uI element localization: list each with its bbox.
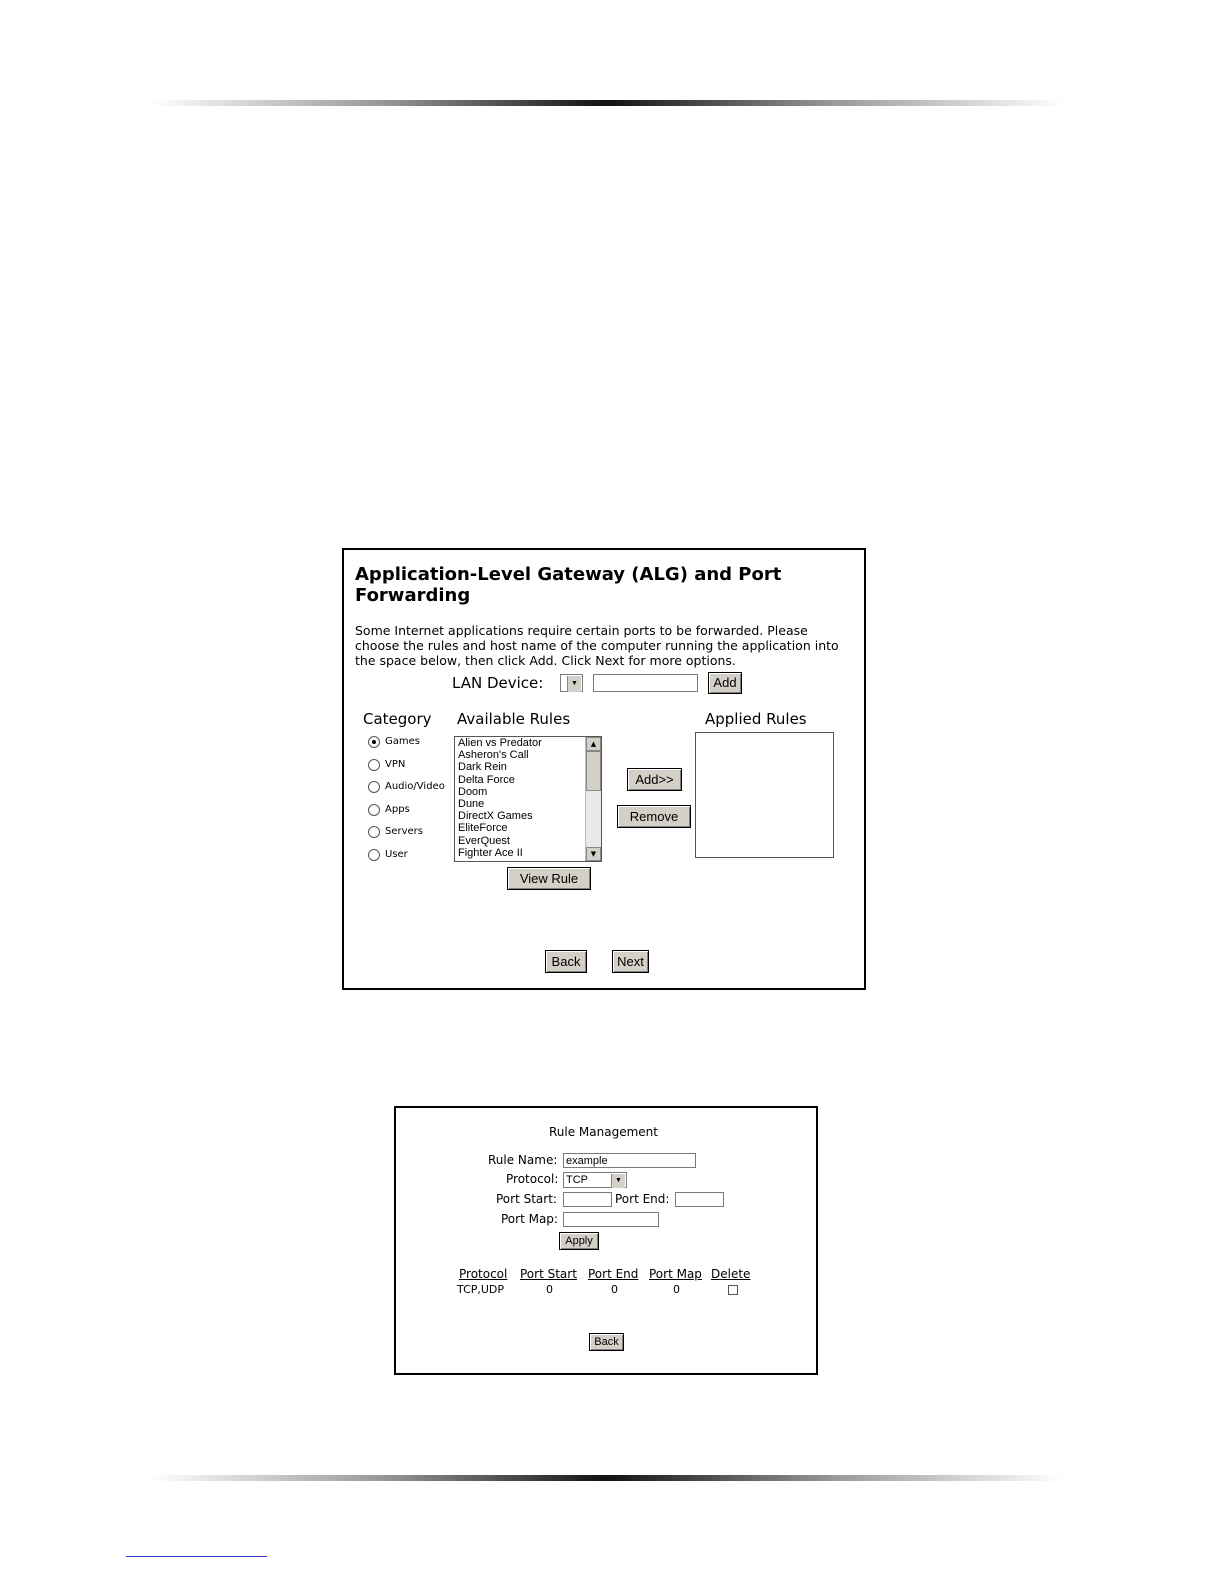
description-text: Some Internet applications require certain ports to be forwarded. Please choose the rules and host name of the computer running the application into the space below, then click Add. Click Next for more options. — [355, 623, 839, 668]
add-rule-button[interactable]: Add>> — [627, 768, 682, 791]
scroll-up-icon[interactable]: ▲ — [586, 737, 601, 751]
list-item[interactable]: DirectX Games — [458, 810, 533, 823]
scroll-thumb[interactable] — [586, 751, 601, 791]
back-button[interactable]: Back — [589, 1333, 624, 1351]
category-label-servers: Servers — [385, 826, 424, 837]
apply-button[interactable]: Apply — [559, 1232, 599, 1250]
available-rules-list[interactable] — [454, 736, 602, 862]
add-device-button[interactable]: Add — [708, 672, 742, 694]
port-start-field[interactable] — [563, 1192, 612, 1207]
list-item[interactable]: Alien vs Predator — [458, 737, 542, 749]
list-scrollbar[interactable] — [585, 737, 601, 861]
list-item[interactable]: Delta Force — [458, 773, 515, 786]
category-label-games: Games — [385, 736, 420, 747]
applied-rules-label: Applied Rules — [705, 710, 807, 728]
category-radio-vpn[interactable] — [368, 759, 380, 771]
rule-management-title: Rule Management — [549, 1125, 658, 1139]
lan-device-label: LAN Device: — [452, 674, 544, 692]
list-item[interactable]: EliteForce — [458, 822, 508, 835]
host-name-input[interactable] — [593, 674, 698, 692]
port-map-field[interactable] — [563, 1212, 659, 1227]
alg-panel — [342, 548, 866, 990]
row-port-start: 0 — [546, 1283, 553, 1296]
delete-checkbox[interactable] — [728, 1285, 738, 1295]
category-label-audio-video: Audio/Video — [385, 781, 445, 792]
view-rule-button[interactable]: View Rule — [507, 867, 591, 890]
applied-rules-list[interactable] — [695, 732, 834, 858]
protocol-select[interactable] — [563, 1172, 627, 1188]
next-button[interactable]: Next — [612, 950, 649, 973]
lan-device-select[interactable] — [560, 674, 583, 692]
list-item[interactable]: Fighter Ace II — [458, 846, 523, 859]
port-end-field[interactable] — [675, 1192, 724, 1207]
list-item[interactable]: Dark Rein — [458, 761, 507, 774]
row-port-end: 0 — [611, 1283, 618, 1296]
scroll-down-icon[interactable]: ▼ — [586, 847, 601, 861]
col-header-protocol: Protocol — [459, 1267, 508, 1281]
col-header-port-start: Port Start — [520, 1267, 577, 1281]
category-label: Category — [363, 710, 432, 728]
category-radio-games[interactable] — [368, 736, 380, 748]
port-map-label: Port Map: — [501, 1212, 558, 1226]
list-item[interactable]: Doom — [458, 785, 488, 798]
row-port-map: 0 — [673, 1283, 680, 1296]
list-item[interactable]: Asheron's Call — [458, 749, 529, 762]
list-item[interactable]: Dune — [458, 798, 485, 811]
rule-name-label: Rule Name: — [488, 1153, 558, 1167]
protocol-label: Protocol: — [506, 1172, 559, 1186]
chevron-down-icon: ▼ — [611, 1174, 625, 1188]
category-label-vpn: VPN — [385, 759, 406, 770]
category-radio-audio-video[interactable] — [368, 781, 380, 793]
rule-name-field[interactable]: example — [563, 1153, 696, 1168]
back-button[interactable]: Back — [545, 950, 587, 973]
list-item[interactable]: EverQuest — [458, 834, 510, 847]
footer-link-underline[interactable] — [126, 1556, 267, 1557]
bottom-decorative-rule — [150, 1475, 1064, 1481]
col-header-delete: Delete — [711, 1267, 751, 1281]
top-decorative-rule — [150, 100, 1064, 106]
rule-management-panel — [394, 1106, 818, 1375]
category-label-apps: Apps — [385, 804, 410, 815]
col-header-port-end: Port End — [588, 1267, 639, 1281]
port-start-label: Port Start: — [496, 1192, 557, 1206]
row-protocol: TCP,UDP — [457, 1283, 505, 1296]
category-radio-servers[interactable] — [368, 826, 380, 838]
port-end-label: Port End: — [615, 1192, 670, 1206]
category-radio-user[interactable] — [368, 849, 380, 861]
category-radio-apps[interactable] — [368, 804, 380, 816]
category-label-user: User — [385, 849, 408, 860]
chevron-down-icon: ▼ — [567, 676, 581, 692]
remove-rule-button[interactable]: Remove — [617, 805, 691, 828]
col-header-port-map: Port Map — [649, 1267, 702, 1281]
available-rules-label: Available Rules — [457, 710, 571, 728]
protocol-value: TCP — [566, 1174, 588, 1186]
page-title: Application-Level Gateway (ALG) and Port Forwarding — [355, 564, 782, 606]
